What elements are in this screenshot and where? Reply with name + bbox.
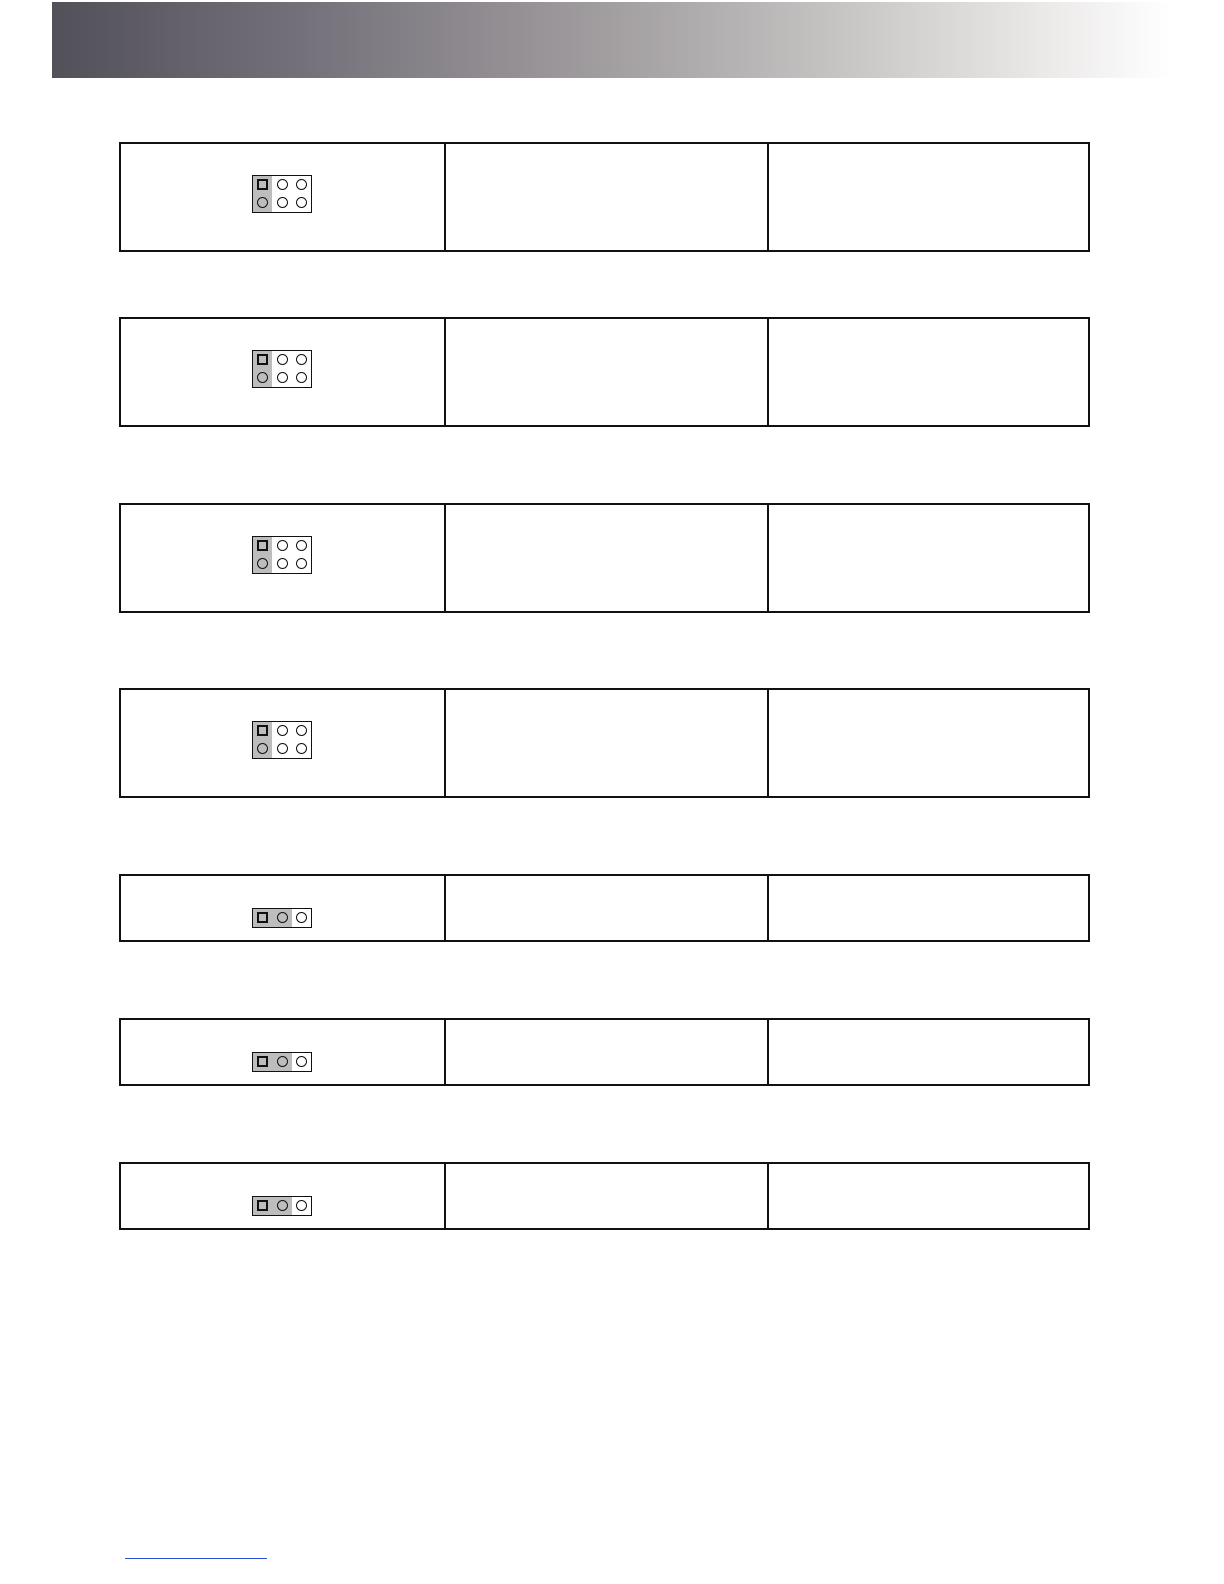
square-pin-icon: [257, 725, 268, 736]
jumper-diagram-cell: [121, 690, 444, 796]
header-gradient-band: [52, 2, 1172, 78]
round-pin-icon: [296, 197, 307, 208]
square-pin-icon: [257, 1056, 268, 1067]
round-pin-icon: [277, 372, 288, 383]
three-pin-jumper-icon: [252, 1196, 312, 1216]
round-pin-icon: [296, 179, 307, 190]
jumper-table-3: [119, 503, 1090, 613]
three-pin-jumper-icon: [252, 1052, 312, 1072]
round-pin-icon: [296, 725, 307, 736]
round-pin-icon: [277, 1200, 288, 1211]
setting-cell: [444, 690, 767, 796]
round-pin-icon: [296, 558, 307, 569]
setting-cell: [444, 144, 767, 250]
description-cell: [767, 690, 1088, 796]
jumper-diagram-cell: [121, 144, 444, 250]
round-pin-icon: [277, 354, 288, 365]
jumper-diagram-cell: [121, 505, 444, 611]
jumper-table-5: [119, 874, 1090, 942]
round-pin-icon: [296, 1056, 307, 1067]
six-pin-jumper-icon: [252, 721, 312, 759]
six-pin-jumper-icon: [252, 536, 312, 574]
square-pin-icon: [257, 354, 268, 365]
square-pin-icon: [257, 1200, 268, 1211]
jumper-table-2: [119, 317, 1090, 427]
setting-cell: [444, 1164, 767, 1228]
footer-link-underline[interactable]: [125, 1558, 267, 1559]
square-pin-icon: [257, 912, 268, 923]
setting-cell: [444, 319, 767, 425]
jumper-table-7: [119, 1162, 1090, 1230]
round-pin-icon: [296, 912, 307, 923]
setting-cell: [444, 1020, 767, 1084]
six-pin-jumper-icon: [252, 175, 312, 213]
round-pin-icon: [296, 743, 307, 754]
round-pin-icon: [257, 743, 268, 754]
round-pin-icon: [296, 372, 307, 383]
jumper-table-1: [119, 142, 1090, 252]
round-pin-icon: [277, 725, 288, 736]
round-pin-icon: [296, 1200, 307, 1211]
round-pin-icon: [277, 1056, 288, 1067]
six-pin-jumper-icon: [252, 350, 312, 388]
round-pin-icon: [277, 743, 288, 754]
round-pin-icon: [296, 354, 307, 365]
round-pin-icon: [277, 912, 288, 923]
jumper-diagram-cell: [121, 319, 444, 425]
jumper-table-6: [119, 1018, 1090, 1086]
round-pin-icon: [257, 197, 268, 208]
description-cell: [767, 144, 1088, 250]
jumper-table-4: [119, 688, 1090, 798]
round-pin-icon: [257, 558, 268, 569]
description-cell: [767, 505, 1088, 611]
round-pin-icon: [257, 372, 268, 383]
square-pin-icon: [257, 540, 268, 551]
round-pin-icon: [277, 558, 288, 569]
jumper-diagram-cell: [121, 1020, 444, 1084]
round-pin-icon: [277, 179, 288, 190]
setting-cell: [444, 876, 767, 940]
three-pin-jumper-icon: [252, 908, 312, 928]
square-pin-icon: [257, 179, 268, 190]
setting-cell: [444, 505, 767, 611]
description-cell: [767, 876, 1088, 940]
jumper-diagram-cell: [121, 876, 444, 940]
description-cell: [767, 319, 1088, 425]
round-pin-icon: [277, 197, 288, 208]
description-cell: [767, 1020, 1088, 1084]
description-cell: [767, 1164, 1088, 1228]
round-pin-icon: [296, 540, 307, 551]
jumper-diagram-cell: [121, 1164, 444, 1228]
round-pin-icon: [277, 540, 288, 551]
